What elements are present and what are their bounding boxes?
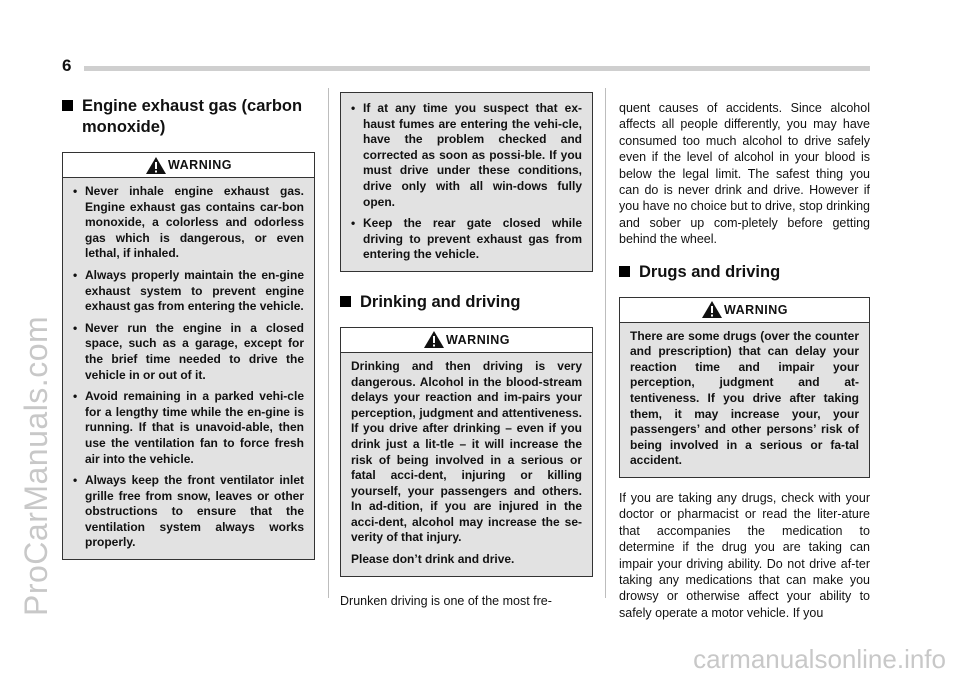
warning-body [341,93,592,271]
warning-box-exhaust-continued [340,92,593,272]
watermark-side: ProCarManuals.com [18,315,54,616]
warning-paragraph: There are some drugs (over the counter and prescription) that can delay your reaction time and impair your perception, judgment and at-tentiveness. If you drive after taking them, it may increase your, your passengers’ and other persons’ risk of being involved in a serious or fa-tal accident. [630,328,859,468]
column-3 [619,100,870,635]
page-number: 6 [62,56,72,75]
body-paragraph: Drunken driving is one of the most fre- [340,593,552,608]
column-divider-1 [328,88,329,598]
warning-item: • Avoid remaining in a parked vehi-cle for a lengthy time while the en-gine is running. If that is unavoid-able, then use the ventilation fan to force fresh air into the vehicle. [73,389,304,467]
warning-triangle-icon [423,330,445,349]
warning-body [620,323,869,477]
warning-paragraph: Please don’t drink and drive. [351,552,515,567]
section-heading-drinking: Drinking and driving [340,292,593,313]
warning-item: • Always properly maintain the en-gine exhaust system to prevent engine exhaust gas from entering the vehicle. [73,268,304,315]
column-1 [62,96,315,574]
square-bullet-icon [340,296,351,307]
warning-paragraph: Drinking and then driving is very dangerous. Alcohol in the blood-stream delays your reaction and im-pairs your perception, judgment and attentiveness. If you drive after drinking – even if you drink just a lit-tle – it will increase the risk of being involved in a serious or fatal acci-dent, injuring or killing yourself, your passengers and others. In ad-dition, if you are injured in the acci-dent, alcohol may increase the se-verity of that injury. [351,358,582,545]
warning-item: • Keep the rear gate closed while driving to prevent exhaust gas from entering the vehicle. [351,216,582,263]
warning-header: WARNING [341,328,592,353]
warning-header: WARNING [620,298,869,323]
square-bullet-icon [62,100,73,111]
section-heading-drugs: Drugs and driving [619,262,870,283]
warning-body [341,353,592,576]
column-divider-2 [605,88,606,598]
watermark-bottom: carmanualsonline.info [693,644,946,674]
square-bullet-icon [619,266,630,277]
warning-box-drugs [619,297,870,478]
warning-body [63,178,314,559]
warning-item: • If at any time you suspect that ex-haust fumes are entering the vehi-cle, have the problem checked and corrected as soon as possi-ble. If you must drive under these conditions, drive only with all win-dows fully open. [351,101,582,210]
warning-item: • Always keep the front ventilator inlet grille free from snow, leaves or other obstructions to ensure that the ventilation system always works properly. [73,473,304,551]
warning-triangle-icon [701,300,723,319]
warning-item: • Never inhale engine exhaust gas. Engine exhaust gas contains car-bon monoxide, a colorless and odorless gas which is dangerous, or even lethal, if inhaled. [73,184,304,262]
header-rule [84,66,870,71]
column-2 [340,92,593,623]
warning-item: • Never run the engine in a closed space, such as a garage, except for the brief time needed to drive the vehicle in or out of it. [73,321,304,383]
section-heading-exhaust: Engine exhaust gas (carbon monoxide) [62,96,315,138]
warning-box-exhaust [62,152,315,560]
warning-box-drinking [340,327,593,577]
body-paragraph: If you are taking any drugs, check with your doctor or pharmacist or read the liter-ature that accompanies the medication to determine if the drug you are taking can impair your driving ability. Do not drive af-ter taking any medications that can make you drowsy or otherwise affect your ability to safely operate a motor vehicle. If you [619,491,870,620]
body-paragraph: quent causes of accidents. Since alcohol affects all people differently, you may have consumed too much alcohol to drive safely even if the level of alcohol in your blood is below the legal limit. The safest thing you can do is never drink and drive. However if you have no choice but to drive, stop drinking and sober up com-pletely before getting behind the wheel. [619,101,870,247]
warning-triangle-icon [145,156,167,175]
warning-header: WARNING [63,153,314,178]
